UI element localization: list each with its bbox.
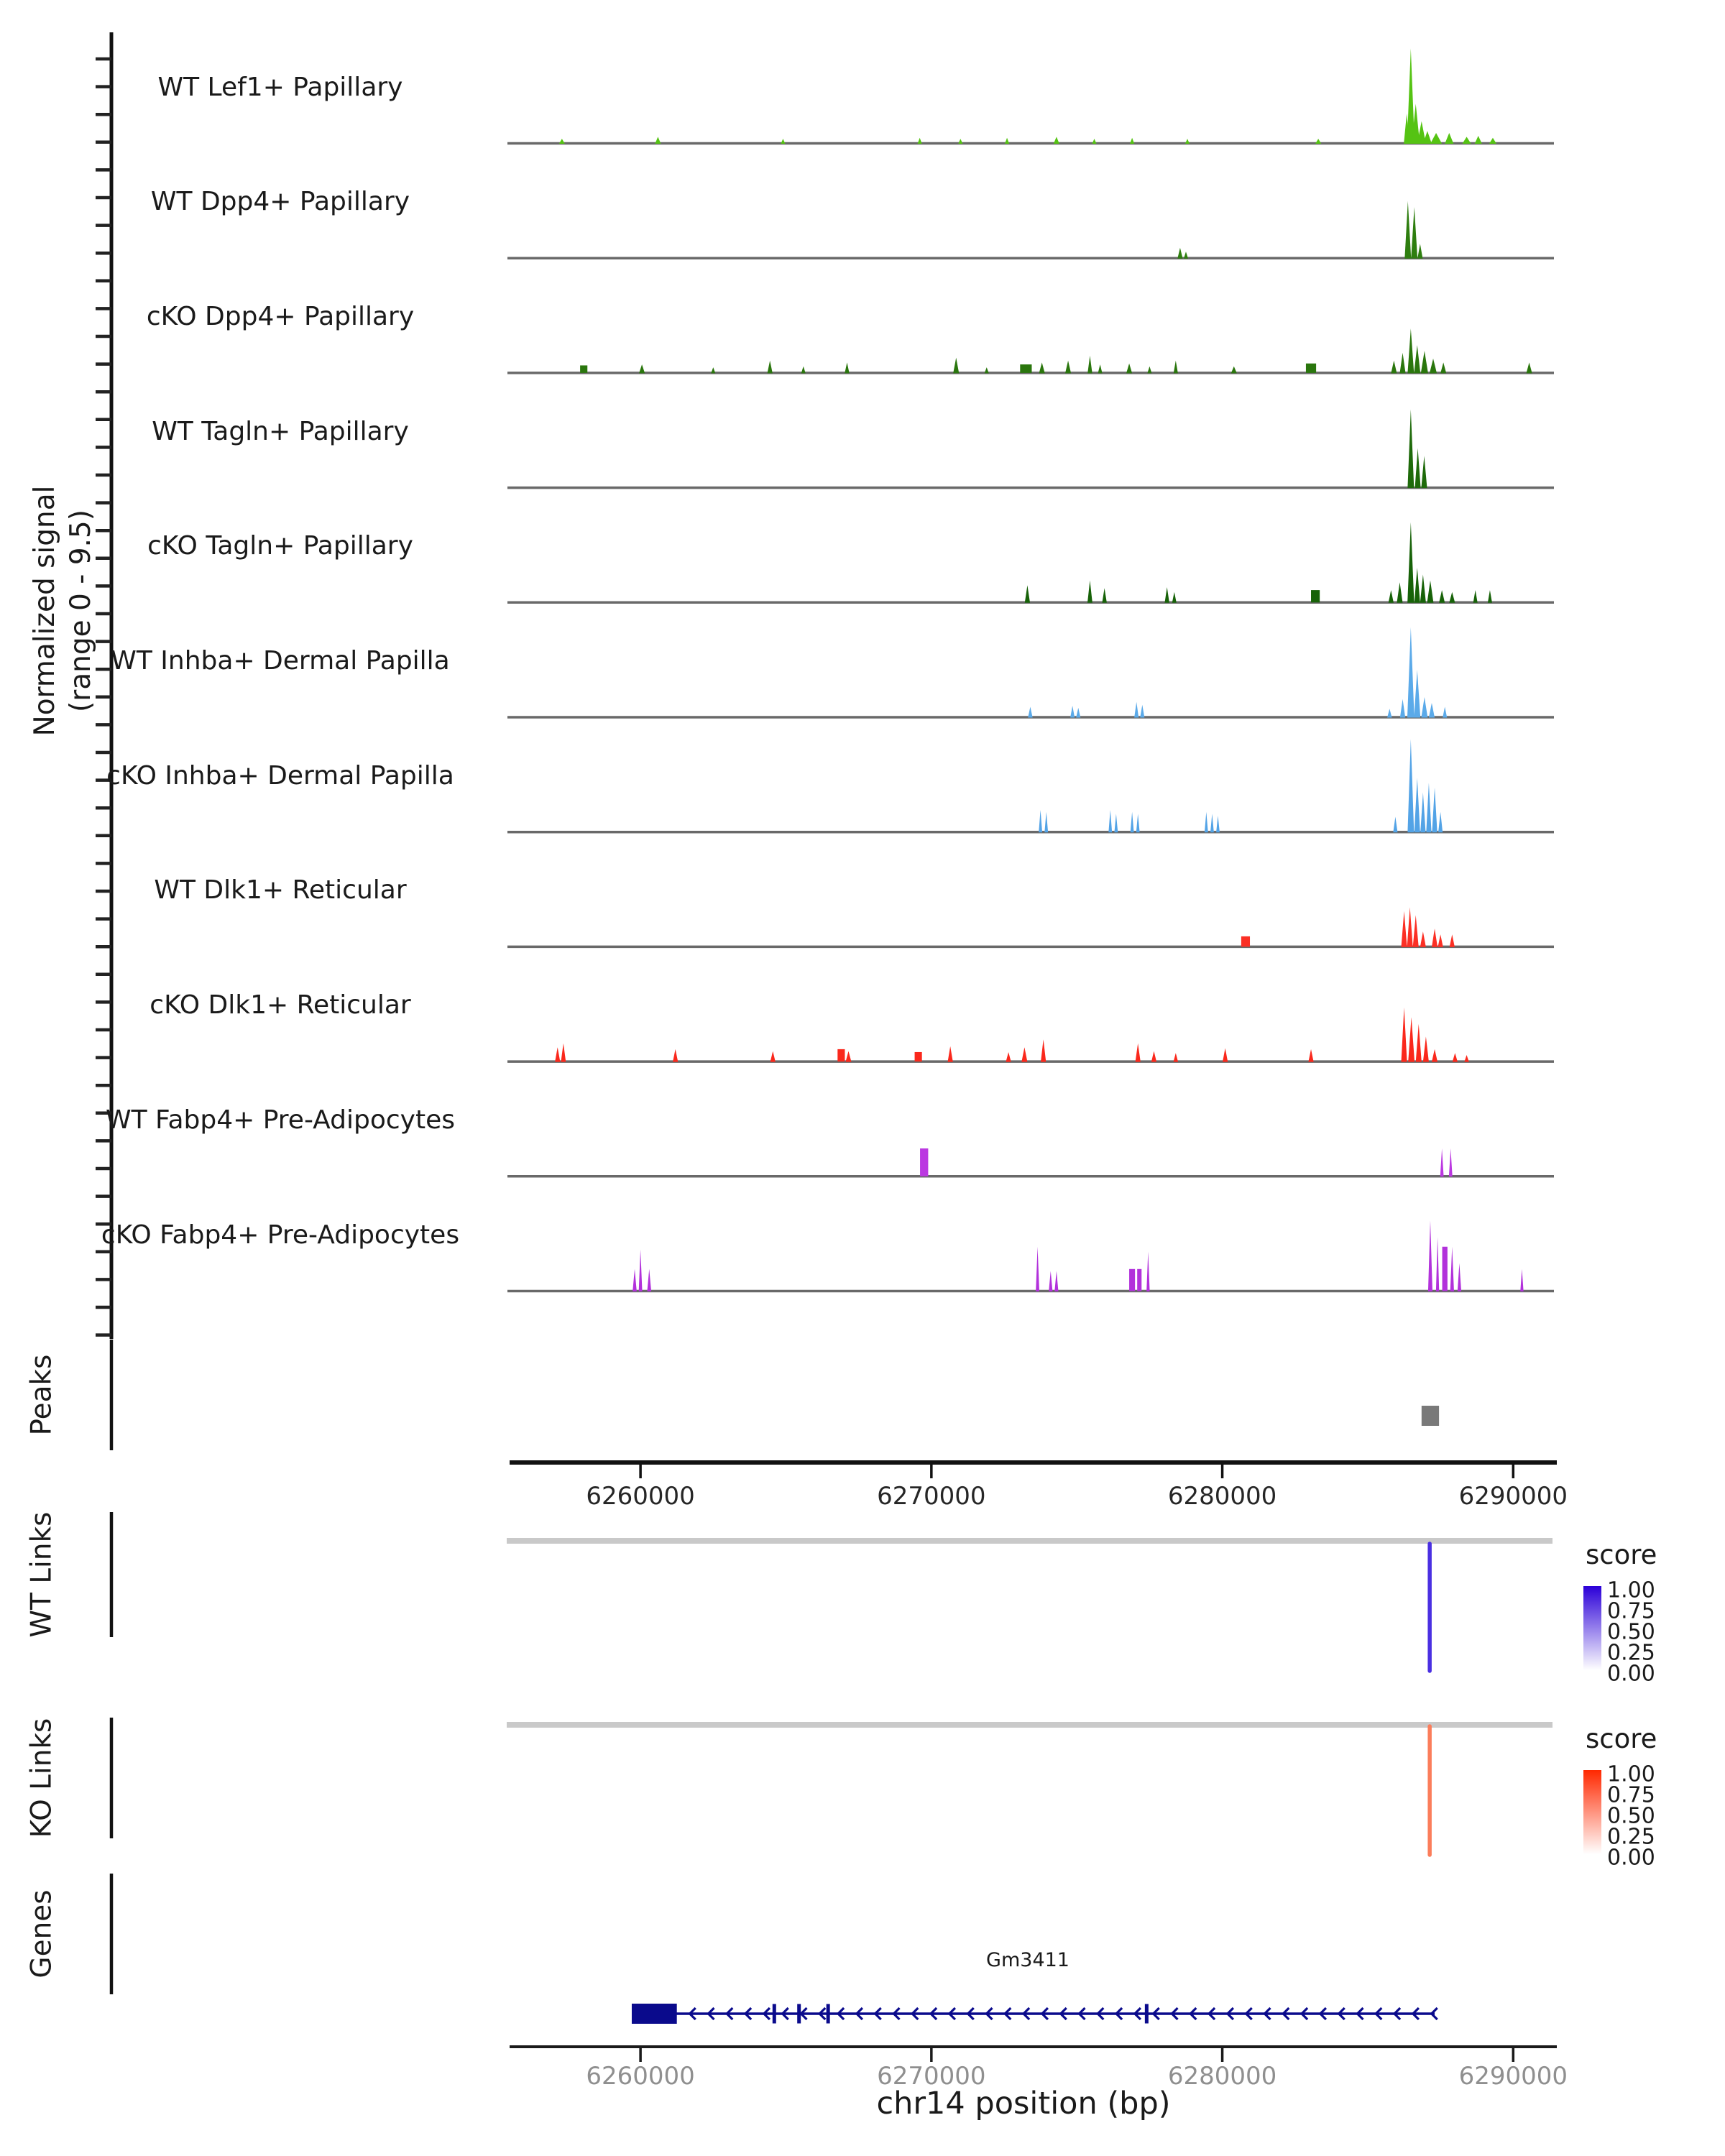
signal-peak <box>915 1052 922 1061</box>
signal-peak <box>1489 138 1496 144</box>
signal-peak <box>1131 812 1134 833</box>
section-label-ko-links: KO Links <box>25 1718 58 1838</box>
signal-peak <box>1408 1017 1414 1061</box>
signal-peak <box>1129 1269 1135 1291</box>
signal-peak <box>1458 1263 1461 1291</box>
signal-peak <box>1445 133 1453 144</box>
signal-peak <box>1421 456 1427 488</box>
signal-peak <box>1429 703 1435 717</box>
signal-peak <box>1039 810 1042 832</box>
signal-peak <box>770 1051 776 1062</box>
signal-peak <box>1439 590 1445 603</box>
signal-peak <box>1443 707 1447 718</box>
signal-peak <box>1102 588 1106 602</box>
ko-score-tick-0.75: 0.75 <box>1607 1782 1655 1808</box>
signal-peak <box>1172 592 1177 603</box>
signal-peak <box>1126 364 1132 374</box>
signal-peak <box>1450 934 1455 947</box>
signal-peak <box>1210 814 1214 832</box>
signal-peak <box>985 367 989 373</box>
signal-peak <box>1028 707 1032 718</box>
signal-peak <box>1136 1044 1141 1062</box>
signal-peak <box>1137 1269 1141 1291</box>
signal-peak <box>1054 1271 1058 1292</box>
signal-peak <box>1421 697 1427 718</box>
signal-peak <box>1185 139 1190 144</box>
track-label: cKO Dlk1+ Reticular <box>150 990 411 1021</box>
signal-peak <box>580 365 587 372</box>
signal-peak <box>918 138 922 144</box>
signal-peak <box>1036 1247 1039 1291</box>
signal-peak <box>1417 244 1422 258</box>
signal-peak <box>1393 816 1397 832</box>
track-label: WT Dlk1+ Reticular <box>154 875 407 906</box>
signal-peak <box>1216 816 1220 832</box>
section-label-wt-links: WT Links <box>25 1511 58 1638</box>
signal-peak <box>673 1049 678 1062</box>
peak-interval-box <box>1422 1406 1439 1426</box>
x-axis-label: chr14 position (bp) <box>876 2086 1171 2122</box>
signal-peak <box>1414 345 1420 373</box>
section-label-peaks: Peaks <box>25 1354 58 1436</box>
signal-peak <box>1414 670 1420 717</box>
signal-peak <box>801 367 806 374</box>
signal-peak <box>1413 915 1419 947</box>
signal-peak <box>1134 702 1138 718</box>
signal-peak <box>920 1148 928 1176</box>
signal-peak <box>1164 587 1169 603</box>
signal-peak <box>1020 364 1031 373</box>
signal-peak <box>1416 1024 1422 1062</box>
signal-peak <box>1420 931 1426 947</box>
signal-peak <box>1391 361 1397 374</box>
signal-peak <box>1426 783 1431 832</box>
signal-peak <box>1464 1055 1468 1062</box>
track-label: WT Dpp4+ Papillary <box>150 187 410 217</box>
track-label: WT Inhba+ Dermal Papilla <box>111 646 450 676</box>
signal-peak <box>1420 793 1425 833</box>
signal-peak <box>647 1269 651 1291</box>
signal-peak <box>1070 706 1075 717</box>
signal-peak <box>1440 362 1446 373</box>
signal-peak <box>1407 328 1414 373</box>
signal-peak <box>1438 934 1443 947</box>
signal-peak <box>1092 139 1096 144</box>
signal-peak <box>1427 581 1434 603</box>
signal-peak <box>1049 1271 1052 1292</box>
signal-peak <box>1399 353 1405 374</box>
signal-peak <box>1087 581 1092 603</box>
signal-peak <box>1076 708 1080 718</box>
signal-peak <box>1475 136 1482 144</box>
x-axis-tick-label-genes: 6260000 <box>586 2062 695 2091</box>
ko-score-tick-0.25: 0.25 <box>1607 1824 1655 1850</box>
signal-peak <box>1151 1051 1156 1062</box>
signal-peak <box>845 1051 851 1062</box>
wt-score-tick-1.00: 1.00 <box>1607 1577 1655 1603</box>
signal-peak <box>1140 705 1144 718</box>
signal-peak <box>555 1047 560 1061</box>
signal-peak <box>1407 522 1414 603</box>
wt-score-tick-0.00: 0.00 <box>1607 1661 1655 1687</box>
signal-peak <box>1449 1148 1453 1176</box>
signal-peak <box>958 139 962 144</box>
signal-peak <box>1432 788 1437 832</box>
gene-exon-tick <box>773 2004 776 2024</box>
signal-peak <box>1432 1049 1438 1062</box>
signal-peak <box>655 137 661 144</box>
ko-score-tick-1.00: 1.00 <box>1607 1761 1655 1787</box>
signal-peak <box>1065 361 1071 374</box>
signal-peak <box>1136 814 1140 832</box>
signal-peak <box>1397 582 1402 603</box>
ko-score-gradient-bar <box>1583 1770 1601 1854</box>
signal-peak <box>1306 364 1316 373</box>
signal-peak <box>1231 367 1237 374</box>
signal-peak <box>1440 1148 1444 1176</box>
signal-peak <box>1241 936 1250 947</box>
x-axis-tick-label-genes: 6290000 <box>1458 2062 1568 2091</box>
track-label: cKO Inhba+ Dermal Papilla <box>106 760 454 791</box>
signal-peak <box>1400 699 1405 718</box>
signal-peak <box>1021 1047 1027 1061</box>
signal-peak <box>1114 814 1118 832</box>
signal-peak <box>1087 356 1092 373</box>
signal-peak <box>1462 137 1471 144</box>
x-axis-tick-label-peaks: 6270000 <box>877 1482 986 1511</box>
track-label: WT Lef1+ Papillary <box>157 72 403 102</box>
signal-peak <box>1315 139 1321 144</box>
x-axis-tick-label-peaks: 6290000 <box>1458 1482 1568 1511</box>
x-axis-tick-label-peaks: 6260000 <box>586 1482 695 1511</box>
signal-peak <box>1430 359 1437 373</box>
signal-peak <box>1174 361 1178 374</box>
signal-peak <box>1414 568 1420 603</box>
wt-score-tick-0.50: 0.50 <box>1607 1619 1655 1645</box>
signal-peak <box>1311 590 1320 602</box>
gene-exon-box <box>632 2004 677 2024</box>
y-axis-label-line1: Normalized signal <box>29 485 61 737</box>
section-label-genes: Genes <box>25 1889 58 1978</box>
signal-peak <box>837 1049 845 1061</box>
signal-peak <box>1407 627 1414 718</box>
signal-peak <box>1389 590 1394 603</box>
gene-exon-tick <box>1145 2004 1149 2024</box>
signal-peak <box>1488 590 1492 603</box>
signal-peak <box>632 1269 637 1291</box>
ko-score-tick-0.50: 0.50 <box>1607 1803 1655 1829</box>
signal-peak <box>1449 592 1455 603</box>
signal-peak <box>1443 1247 1448 1291</box>
ko-score-tick-0.00: 0.00 <box>1607 1845 1655 1871</box>
signal-peak <box>1473 590 1478 603</box>
signal-peak <box>1039 362 1045 373</box>
signal-peak <box>953 358 959 374</box>
signal-peak <box>1174 1053 1178 1061</box>
signal-peak <box>1415 448 1421 489</box>
signal-peak <box>1453 1053 1458 1061</box>
signal-peak <box>1184 252 1188 259</box>
signal-peak <box>781 139 785 144</box>
signal-peak <box>1438 812 1443 833</box>
signal-peak <box>1223 1049 1228 1062</box>
signal-peak <box>1450 1247 1454 1291</box>
signal-peak <box>1098 364 1103 373</box>
x-axis-tick-label-genes: 6270000 <box>877 2062 986 2091</box>
signal-peak <box>1130 138 1134 144</box>
wt-score-legend-title: score <box>1586 1539 1657 1570</box>
signal-peak <box>1401 1008 1407 1062</box>
signal-peak <box>1006 1052 1011 1062</box>
ko-score-legend-title: score <box>1586 1723 1657 1754</box>
signal-peak <box>639 1250 643 1291</box>
signal-peak <box>1401 911 1407 947</box>
signal-peak <box>845 362 849 373</box>
signal-peak <box>639 364 645 373</box>
signal-peak <box>1520 1269 1523 1291</box>
signal-peak <box>1147 367 1151 374</box>
signal-peak <box>1527 362 1532 373</box>
signal-peak <box>1428 1220 1432 1291</box>
track-label: WT Tagln+ Papillary <box>152 416 409 446</box>
track-label: WT Fabp4+ Pre-Adipocytes <box>106 1105 455 1135</box>
signal-peak <box>1054 137 1059 144</box>
wt-score-tick-0.25: 0.25 <box>1607 1640 1655 1666</box>
signal-peak <box>1177 248 1182 259</box>
gene-exon-tick <box>827 2004 830 2024</box>
wt-score-tick-0.75: 0.75 <box>1607 1598 1655 1624</box>
signal-peak <box>1407 410 1414 489</box>
signal-peak <box>561 1044 566 1062</box>
signal-peak <box>1041 1039 1046 1061</box>
signal-peak <box>1423 1036 1429 1061</box>
signal-peak <box>1436 1237 1439 1291</box>
signal-peak <box>1308 1049 1313 1062</box>
x-axis-tick-label-genes: 6280000 <box>1167 2062 1277 2091</box>
track-label: cKO Fabp4+ Pre-Adipocytes <box>101 1220 460 1250</box>
signal-peak <box>711 367 715 373</box>
signal-peak <box>1005 138 1009 144</box>
signal-peak <box>1407 739 1414 832</box>
y-axis-label <box>27 486 99 737</box>
track-label: cKO Dpp4+ Papillary <box>146 301 415 331</box>
signal-peak <box>1146 1252 1149 1292</box>
signal-peak <box>1432 929 1438 947</box>
signal-peak <box>1414 778 1420 832</box>
signal-peak <box>948 1046 953 1062</box>
x-axis-tick-label-peaks: 6280000 <box>1167 1482 1277 1511</box>
signal-peak <box>1411 207 1417 259</box>
gene-name-label: Gm3411 <box>986 1949 1070 1971</box>
signal-peak <box>1430 133 1442 144</box>
signal-peak <box>1044 812 1048 833</box>
signal-peak <box>1108 810 1112 832</box>
signal-peak <box>1421 351 1428 373</box>
signal-peak <box>1420 575 1426 603</box>
signal-peak <box>1404 201 1411 259</box>
y-axis-label-line2: (range 0 - 9.5) <box>65 510 97 712</box>
track-label: cKO Tagln+ Papillary <box>147 531 413 561</box>
signal-peak <box>1387 709 1392 717</box>
signal-peak <box>1025 585 1030 602</box>
signal-peak <box>768 361 773 374</box>
signal-peak <box>559 139 565 144</box>
signal-peak <box>1407 907 1413 947</box>
wt-score-gradient-bar <box>1583 1586 1601 1670</box>
signal-peak <box>1205 812 1208 833</box>
